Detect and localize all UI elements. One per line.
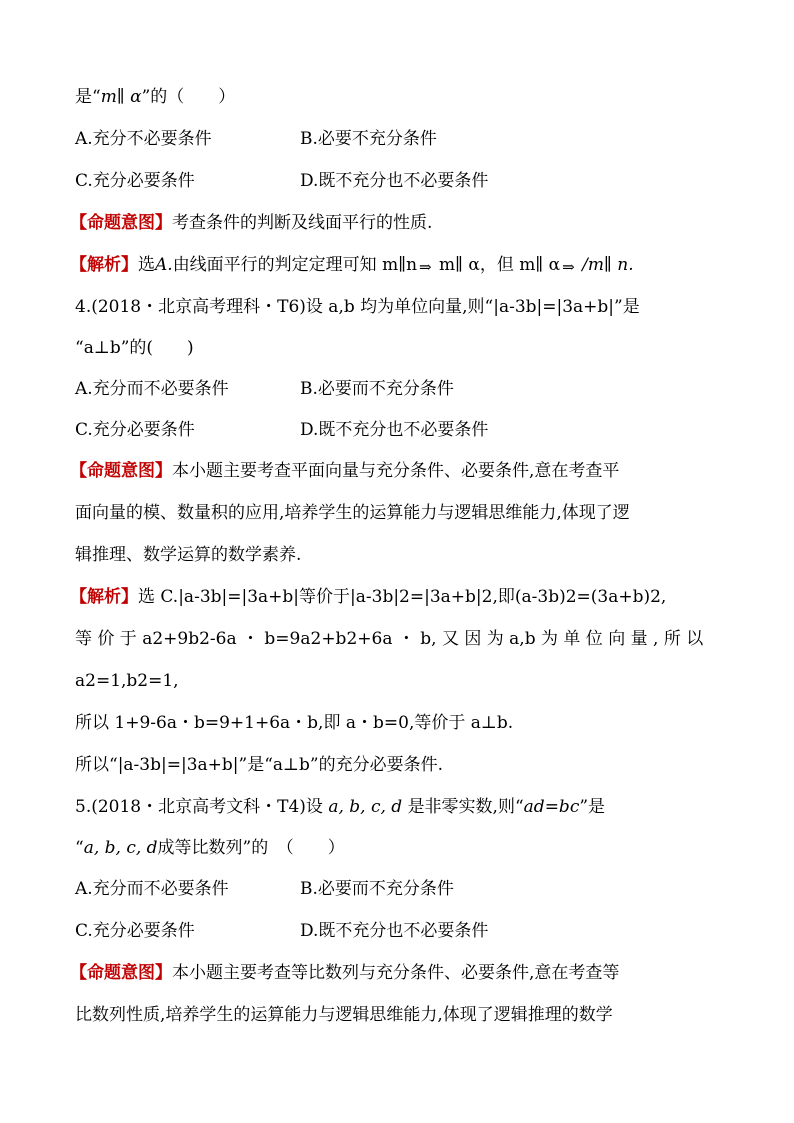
- q4-intent-line1: [70, 460, 619, 482]
- q3-intent-tag: 【命题意图】: [70, 213, 172, 233]
- q4-stem-line1: 4.(2018・北京高考理科・T6)设 a,b 均为单位向量,则“|a-3b|=|3a+b|”是: [75, 297, 640, 317]
- implies-arrow-1-glyph: ⇒: [419, 258, 432, 276]
- q3-stem-tail-a: 是“: [75, 87, 101, 107]
- q4-intent-line3: 辑推理、数学运算的数学素养.: [75, 545, 302, 565]
- q3-analysis-a: 选: [138, 255, 155, 275]
- q3-option-a: A.充分不必要条件: [75, 129, 212, 149]
- q3-analysis-d: m∥ α，但 m∥ α: [439, 255, 561, 275]
- q5-stem1-e: ”是: [579, 797, 606, 817]
- q3-stem-tail-b: m∥ α: [100, 87, 142, 107]
- q5-stem-line2: [75, 837, 345, 859]
- q5-stem2-b: a, b, c, d: [83, 838, 158, 858]
- q3-analysis-tag: 【解析】: [70, 255, 138, 275]
- q4-option-a: A.充分而不必要条件: [75, 379, 229, 399]
- q5-stem1-a: 5.(2018・北京高考文科・T4)设: [75, 797, 323, 817]
- q3-option-b: B.必要不充分条件: [300, 129, 437, 149]
- q3-analysis-e: /m∥ n.: [582, 255, 634, 275]
- q3-option-c: C.充分必要条件: [75, 171, 195, 191]
- q3-stem-tail: [75, 86, 235, 108]
- q5-stem2-a: “: [75, 838, 84, 858]
- q5-stem1-b: a, b, c, d: [328, 797, 403, 817]
- q5-option-c: C.充分必要条件: [75, 921, 195, 941]
- q4-option-c: C.充分必要条件: [75, 420, 195, 440]
- q4-analysis-line5: 所以“|a-3b|=|3a+b|”是“a⊥b”的充分必要条件.: [75, 755, 443, 775]
- q5-stem1-d: ad=bc: [523, 797, 580, 817]
- q4-analysis-line3: a2=1,b2=1,: [75, 671, 179, 691]
- q5-intent-text1: 本小题主要考查等比数列与充分条件、必要条件,意在考查等: [172, 963, 620, 983]
- q4-analysis-line4: 所以 1+9-6a・b=9+1+6a・b,即 a・b=0,等价于 a⊥b.: [75, 713, 514, 733]
- q3-analysis-b: A.: [155, 255, 173, 275]
- q5-option-a: A.充分而不必要条件: [75, 879, 229, 899]
- q5-stem-line1: [75, 796, 605, 818]
- q5-intent-line2: 比数列性质,培养学生的运算能力与逻辑思维能力,体现了逻辑推理的数学: [75, 1005, 613, 1025]
- q4-analysis-text1: 选 C.|a-3b|=|3a+b|等价于|a-3b|2=|3a+b|2,即(a-3b)2=(3a+b)2,: [138, 587, 667, 607]
- q5-option-d: D.既不充分也不必要条件: [300, 921, 489, 941]
- q5-stem1-c: 是非零实数,则“: [407, 797, 524, 817]
- q4-intent-text1: 本小题主要考查平面向量与充分条件、必要条件,意在考查平: [172, 461, 620, 481]
- q3-analysis-c: 由线面平行的判定定理可知 m∥n: [172, 255, 418, 275]
- q5-stem2-c: 成等比数列”的 （ ）: [157, 838, 345, 858]
- q4-intent-tag: 【命题意图】: [70, 461, 172, 481]
- q4-option-d: D.既不充分也不必要条件: [300, 420, 489, 440]
- q5-option-b: B.必要而不充分条件: [300, 879, 454, 899]
- q3-option-d: D.既不充分也不必要条件: [300, 171, 489, 191]
- implies-arrow-2-glyph: ⇒: [562, 258, 575, 276]
- q5-intent-line1: [70, 962, 619, 984]
- q4-analysis-line2: 等 价 于 a2+9b2-6a ・ b=9a2+b2+6a ・ b, 又 因 为 a,b 为 单 位 向 量 , 所 以: [75, 629, 704, 649]
- q5-intent-tag: 【命题意图】: [70, 963, 172, 983]
- q4-analysis-line1: [70, 586, 666, 608]
- q3-intent-text: 考查条件的判断及线面平行的性质.: [172, 213, 433, 233]
- q4-option-b: B.必要而不充分条件: [300, 379, 454, 399]
- q4-stem-line2: “a⊥b”的( ): [75, 338, 194, 358]
- q4-analysis-tag: 【解析】: [70, 587, 138, 607]
- q4-intent-line2: 面向量的模、数量积的应用,培养学生的运算能力与逻辑思维能力,体现了逻: [75, 503, 630, 523]
- q3-stem-tail-c: ”的（ ）: [141, 87, 236, 107]
- q3-analysis: [70, 254, 634, 276]
- q3-intent: [70, 212, 432, 234]
